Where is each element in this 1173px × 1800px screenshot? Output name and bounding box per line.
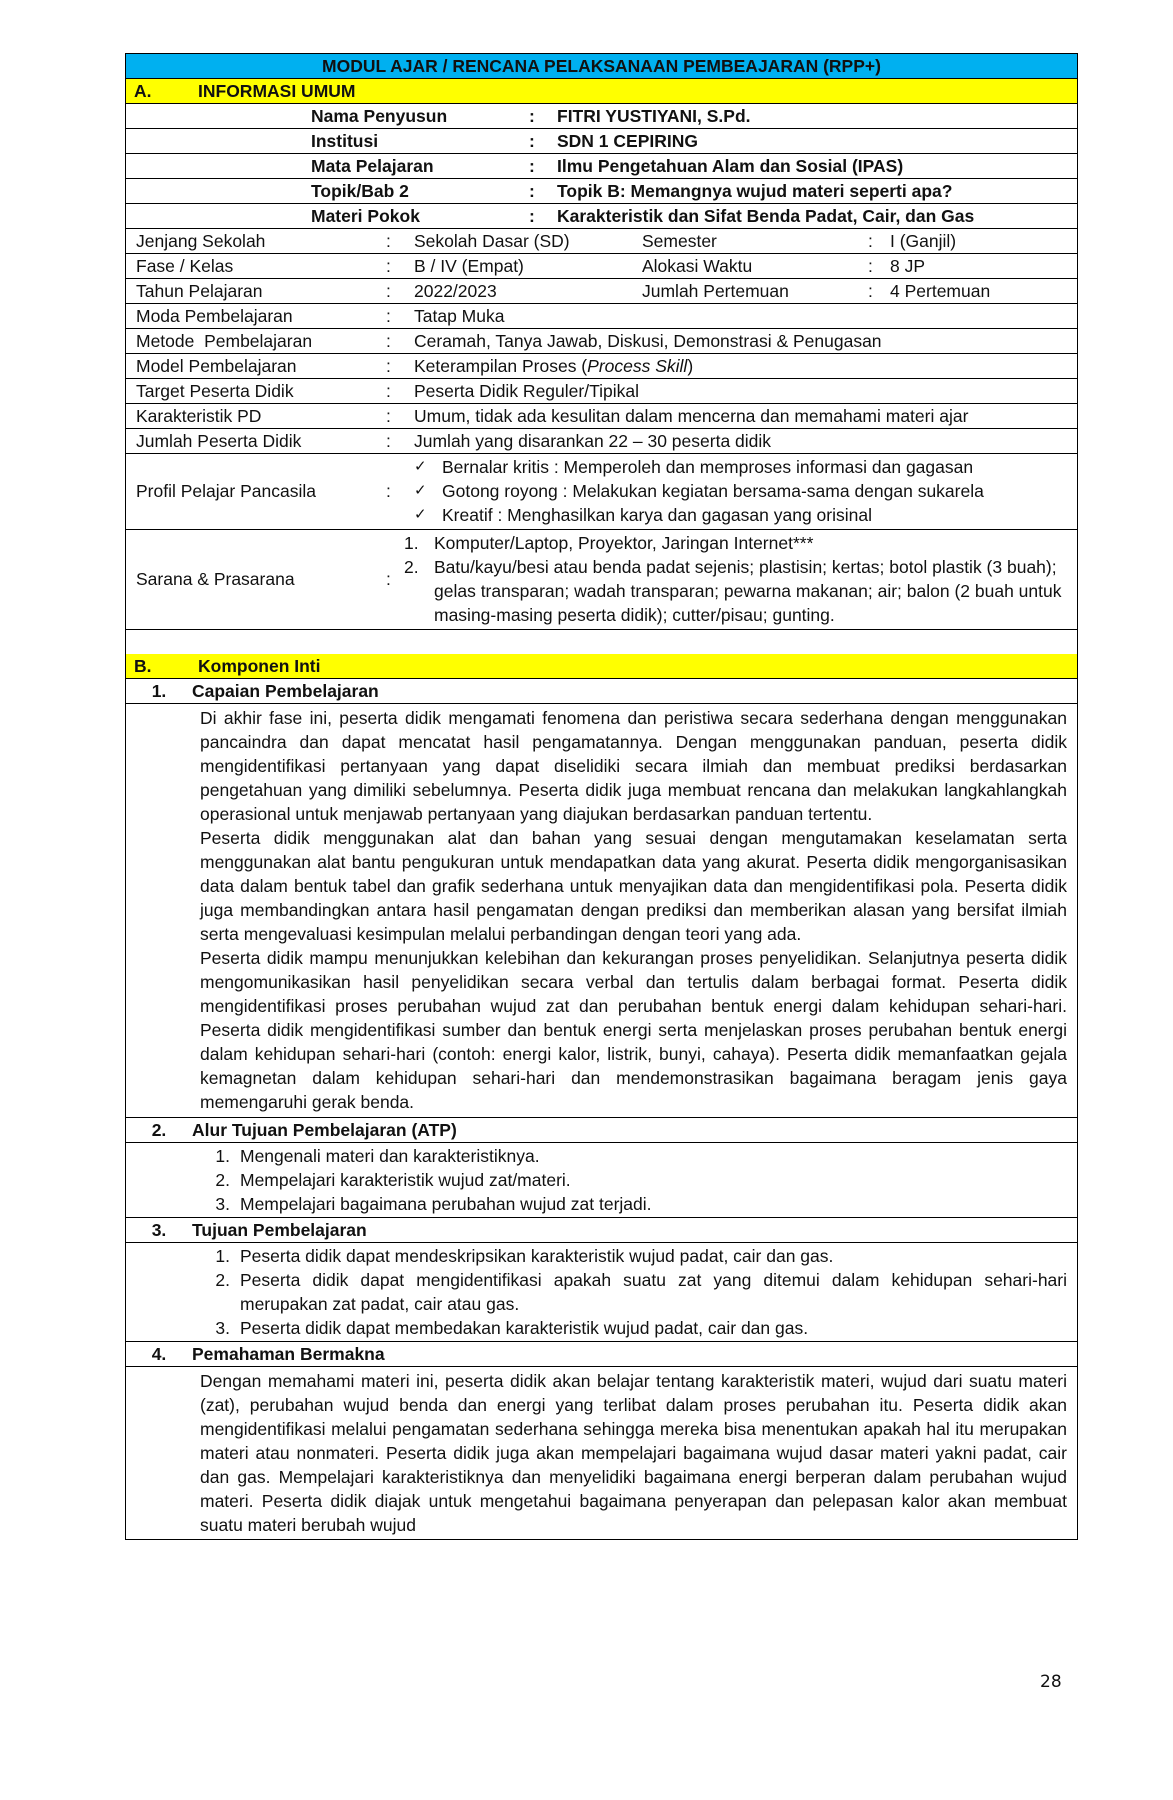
field-label: Jumlah Peserta Didik [136,431,302,451]
field-value-target: Peserta Didik Reguler/Tipikal [414,381,639,401]
field-label: Jumlah Pertemuan [642,281,789,301]
field-colon: : [386,281,391,301]
sarana-item-text: Komputer/Laptop, Proyektor, Jaringan Internet*** [434,533,814,553]
list-number: 2. [215,1270,230,1290]
field-value-model [414,354,693,378]
sarana-item-text: Batu/kayu/besi atau benda padat sejenis; plastisin; kertas; botol plastik (3 buah); gelas transparan; wadah transparan; pewarna makanan; air; balon (2 buah untuk masing-masing peserta didik); cutter/pisau; gunting. [434,557,1062,625]
list-item [414,455,984,479]
rpp-table [125,53,1078,1540]
atp-title: Alur Tujuan Pembelajaran (ATP) [192,1120,457,1140]
capaian-header-row [126,679,1078,704]
field-colon: : [386,406,391,426]
info-value-mata-pelajaran: Ilmu Pengetahuan Alam dan Sosial (IPAS) [557,156,904,176]
section-number: 4. [151,1344,167,1364]
list-item [414,503,984,527]
field-colon: : [868,256,873,276]
field-value-moda: Tatap Muka [414,306,505,326]
paragraph: Peserta didik menggunakan alat dan bahan yang sesuai dengan mengutamakan keselamatan serta menggunakan alat bantu pengukuran untuk mendapatkan data yang akurat. Peserta didik mengorganisasikan data dalam bentuk tabel dan grafik sederhana untuk menyajikan data dan mengidentifikasi pola. Peserta didik juga membandingkan antara hasil pengamatan dengan prediksi dan memberikan alasan yang bersifat ilmiah serta mengevaluasi kesimpulan melalui perbandingan dengan teori yang ada. [200,828,1067,944]
field-label: Karakteristik PD [136,406,262,426]
row-tahun-pertemuan [126,279,1078,304]
model-value-italic: Process Skill [587,356,688,376]
field-value-jenjang: Sekolah Dasar (SD) [414,231,570,251]
field-value-tahun: 2022/2023 [414,281,497,301]
field-value-alokasi: 8 JP [890,256,926,276]
field-colon: : [386,431,391,451]
paragraph: Peserta didik mampu menunjukkan kelebihan dan kekurangan proses penyelidikan. Selanjutnya peserta didik mengomunikasikan hasil penyelidikan secara verbal dan tertulis dalam berbagai format. Peserta didik mengidentifikasi proses perubahan wujud zat dan perubahan bentuk energi dalam kehidupan sehari-hari. Peserta didik mengidentifikasi sumber dan bentuk energi serta menjelaskan proses perubahan bentuk energi dalam kehidupan sehari-hari (contoh: energi kalor, listrik, bunyi, cahaya). Peserta didik memanfaatkan gejala kemagnetan dalam kehidupan sehari-hari dan mendemonstrasikan bagaimana beragam jenis gaya memengaruhi gerak benda. [200,948,1067,1112]
field-label: Jenjang Sekolah [136,231,266,251]
section-number: 2. [151,1120,167,1140]
section-a-header [126,79,1078,104]
tujuan-item-text: Peserta didik dapat mendeskripsikan karakteristik wujud padat, cair dan gas. [240,1246,834,1266]
row-profil-pelajar [126,454,1078,530]
list-item [200,1144,1067,1168]
row-model [126,354,1078,379]
list-number: 3. [215,1318,230,1338]
info-value-institusi: SDN 1 CEPIRING [557,131,698,151]
row-moda [126,304,1078,329]
pemahaman-text [126,1369,1077,1537]
row-target [126,379,1078,404]
row-jumlah [126,429,1078,454]
pemahaman-content-row [126,1367,1078,1540]
title-row [126,54,1078,79]
capaian-text [126,706,1077,1114]
check-icon: ✓ [414,506,427,523]
section-a-title: INFORMASI UMUM [198,81,356,101]
info-colon: : [529,156,535,176]
tujuan-list [200,1244,1067,1340]
field-value-karakteristik: Umum, tidak ada kesulitan dalam mencerna dan memahami materi ajar [414,406,969,426]
section-a-letter: A. [134,81,152,101]
field-label: Metode Pembelajaran [136,331,313,351]
pemahaman-header-row [126,1342,1078,1367]
info-colon: : [529,181,535,201]
info-row-mapel [126,154,1078,179]
paragraph: Dengan memahami materi ini, peserta didik akan belajar tentang karakteristik materi, wujud dari suatu materi (zat), perubahan wujud benda dan energi yang terlibat dalam proses perubahan itu. Peserta didik akan mengidentifikasi melalui pengamatan sederhana sehingga mereka bisa menentukan apakah hal itu merupakan materi atau nonmateri. Peserta didik juga akan mempelajari bagaimana wujud dasar materi yakni padat, cair dan gas. Mempelajari karakteristiknya dan menyelidiki bagaimana energi berperan dalam perubahan wujud materi. Peserta didik diajak untuk mengetahui bagaimana penyerapan dan pelepasan kalor akan membuat suatu materi berubah wujud [200,1371,1067,1535]
atp-item-text: Mempelajari bagaimana perubahan wujud zat terjadi. [240,1194,652,1214]
document-title: MODUL AJAR / RENCANA PELAKSANAAN PEMBEAJARAN (RPP+) [126,54,1078,79]
list-item [404,531,1067,555]
info-row-institusi [126,129,1078,154]
list-item [404,555,1067,627]
row-sarana [126,530,1078,630]
tujuan-title: Tujuan Pembelajaran [192,1220,367,1240]
field-colon: : [386,231,391,251]
field-colon: : [386,481,391,501]
list-item [200,1192,1067,1216]
field-colon: : [386,306,391,326]
field-colon: : [868,231,873,251]
field-colon: : [868,281,873,301]
atp-list [200,1144,1067,1216]
capaian-title: Capaian Pembelajaran [192,681,379,701]
field-colon: : [386,381,391,401]
check-icon: ✓ [414,482,427,499]
list-item [200,1168,1067,1192]
field-label: Semester [642,231,717,251]
field-value-jumlah: Jumlah yang disarankan 22 – 30 peserta didik [414,431,772,451]
tujuan-header-row [126,1218,1078,1243]
list-number: 2. [404,557,419,577]
page-number: 28 [1040,1672,1062,1692]
atp-content-row [126,1143,1078,1218]
section-b-title: Komponen Inti [198,656,321,676]
profil-item-text: Gotong royong : Melakukan kegiatan bersama-sama dengan sukarela [442,481,984,501]
field-colon: : [386,356,391,376]
model-value-suffix: ) [687,356,694,376]
atp-item-text: Mempelajari karakteristik wujud zat/materi. [240,1170,571,1190]
field-value-semester: I (Ganjil) [890,231,957,251]
check-icon: ✓ [414,458,427,475]
field-label: Target Peserta Didik [136,381,294,401]
info-row-materi [126,204,1078,229]
atp-header-row [126,1118,1078,1143]
field-value-pertemuan: 4 Pertemuan [890,281,991,301]
info-colon: : [529,206,535,226]
field-value-metode: Ceramah, Tanya Jawab, Diskusi, Demonstrasi & Penugasan [414,331,882,351]
field-label: Fase / Kelas [136,256,234,276]
profil-item-text: Kreatif : Menghasilkan karya dan gagasan yang orisinal [442,505,872,525]
sarana-list [404,531,1067,627]
field-label: Model Pembelajaran [136,356,297,376]
field-label: Moda Pembelajaran [136,306,293,326]
list-number: 1. [215,1246,230,1266]
capaian-content-row [126,704,1078,1118]
info-label: Mata Pelajaran [311,156,434,176]
section-b-header [126,654,1078,679]
section-b-letter: B. [134,656,152,676]
info-value-materi-pokok: Karakteristik dan Sifat Benda Padat, Cair, dan Gas [557,206,975,226]
atp-item-text: Mengenali materi dan karakteristiknya. [240,1146,540,1166]
field-colon: : [386,331,391,351]
field-value-fase: B / IV (Empat) [414,256,524,276]
field-label: Tahun Pelajaran [136,281,263,301]
section-number: 1. [151,681,167,701]
profil-item-text: Bernalar kritis : Memperoleh dan memproses informasi dan gagasan [442,457,974,477]
list-number: 1. [404,533,419,553]
section-number: 3. [151,1220,167,1240]
field-label: Sarana & Prasarana [136,569,295,589]
info-label: Materi Pokok [311,206,420,226]
info-value-topik: Topik B: Memangnya wujud materi seperti apa? [557,181,953,201]
info-colon: : [529,106,535,126]
tujuan-item-text: Peserta didik dapat mengidentifikasi apakah suatu zat yang ditemui dalam kehidupan sehari-hari merupakan zat padat, cair atau gas. [240,1270,1067,1314]
field-label: Profil Pelajar Pancasila [136,481,316,501]
field-label: Alokasi Waktu [642,256,753,276]
info-colon: : [529,131,535,151]
field-colon: : [386,569,391,589]
tujuan-item-text: Peserta didik dapat membedakan karakteristik wujud padat, cair dan gas. [240,1318,809,1338]
list-item [414,479,984,503]
list-item [200,1268,1067,1316]
row-metode [126,329,1078,354]
list-item [200,1244,1067,1268]
list-number: 3. [215,1194,230,1214]
info-value-nama-penyusun: FITRI YUSTIYANI, S.Pd. [557,106,751,126]
model-value-prefix: Keterampilan Proses ( [414,356,588,376]
tujuan-content-row [126,1243,1078,1342]
profil-list [414,455,984,527]
list-number: 2. [215,1170,230,1190]
info-label: Topik/Bab 2 [311,181,409,201]
row-karakteristik [126,404,1078,429]
pemahaman-title: Pemahaman Bermakna [192,1344,385,1364]
info-label: Institusi [311,131,379,151]
list-item [200,1316,1067,1340]
list-number: 1. [215,1146,230,1166]
row-fase-alokasi [126,254,1078,279]
paragraph: Di akhir fase ini, peserta didik mengamati fenomena dan peristiwa secara sederhana dengan menggunakan pancaindra dan dapat mencatat hasil pengamatannya. Dengan menggunakan panduan, peserta didik mengidentifikasi pertanyaan yang dapat diselidiki secara ilmiah dan membuat prediksi berdasarkan pengetahuan yang dimiliki sebelumnya. Peserta didik juga membuat rencana dan melakukan langkahlangkah operasional untuk menjawab pertanyaan yang diajukan berdasarkan panduan tertentu. [200,708,1067,824]
info-row-topik [126,179,1078,204]
info-row-nama [126,104,1078,129]
info-label: Nama Penyusun [311,106,448,126]
row-jenjang-semester [126,229,1078,254]
field-colon: : [386,256,391,276]
empty-spacer-row [126,630,1078,655]
